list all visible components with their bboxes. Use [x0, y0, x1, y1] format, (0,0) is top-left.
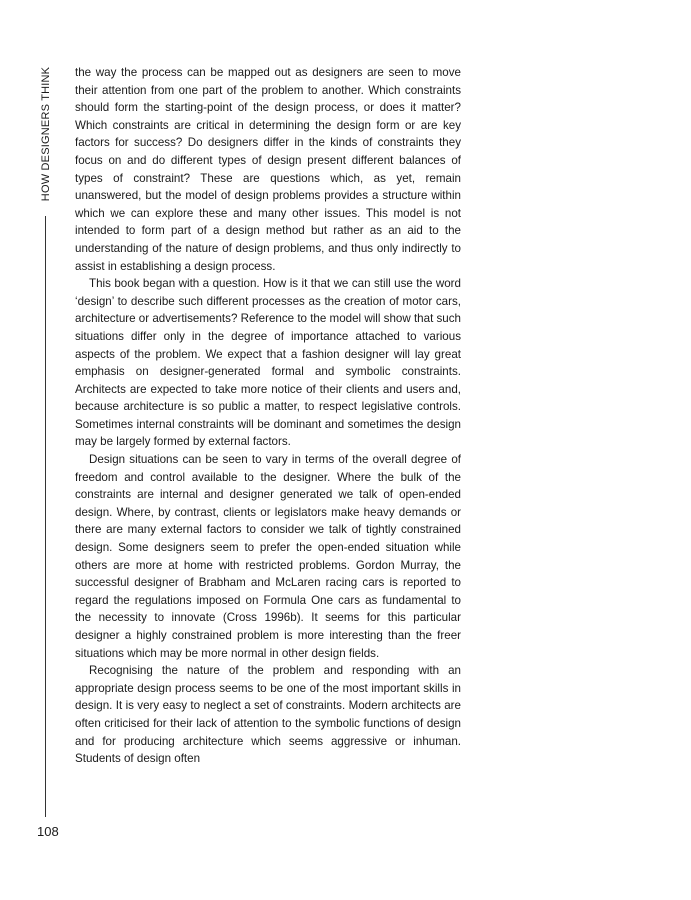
running-head-text: HOW DESIGNERS THINK	[40, 66, 53, 202]
running-head	[36, 66, 56, 202]
page-number: 108	[37, 824, 59, 839]
paragraph: This book began with a question. How is it that we can still use the word ‘design’ to describe such different processes as the creation of motor cars, architecture or advertisements? Reference to the model will show that such situations differ only in the degree of importance attached to various aspects of the problem. We expect that a fashion designer will lay great emphasis on designer-generated formal and symbolic constraints. Architects are expected to take more notice of their clients and users and, because architecture is so public a matter, to respect legislative controls. Sometimes internal constraints will be dominant and sometimes the design may be largely formed by external factors.	[75, 277, 462, 449]
paragraph: Recognising the nature of the problem and responding with an appropriate design process seems to be one of the most important skills in design. It is very easy to neglect a set of constraints. Modern architects are often criticised for their lack of attention to the symbolic functions of design and for producing architecture which seems aggressive or inhuman. Students of design often	[75, 664, 461, 766]
paragraph: Design situations can be seen to vary in terms of the overall degree of freedom and control available to the designer. Where the bulk of the constraints are internal and designer generated we talk of open-ended design. Where, by contrast, clients or legislators make heavy demands or there are many external factors to consider we talk of tightly constrained design. Some designers seem to prefer the open-ended situation while others are more at home with restricted problems. Gordon Murray, the successful designer of Brabham and McLaren racing cars is reported to regard the regulations imposed on Formula One cars as fundamental to the necessity to innovate (Cross 1996b). It seems for this particular designer a highly constrained problem is more interesting than the freer situations which may be more normal in other design fields.	[75, 453, 461, 660]
body-text	[75, 64, 461, 768]
paragraph: the way the process can be mapped out as designers are seen to move their attention from one part of the problem to another. Which constraints should form the starting-point of the design process, or does it matter? Which constraints are critical in determining the design form or are key factors for success? Do designers differ in the kinds of constraints they focus on and do different types of design present different balances of types of constraint? These are questions which, as yet, remain unanswered, but the model of design problems provides a structure within which we can explore these and many other issues. This model is not intended to form part of a design method but rather as an aid to the understanding of the nature of design problems, and thus only indirectly to assist in establishing a design process.	[75, 66, 461, 273]
margin-rule	[45, 216, 46, 817]
